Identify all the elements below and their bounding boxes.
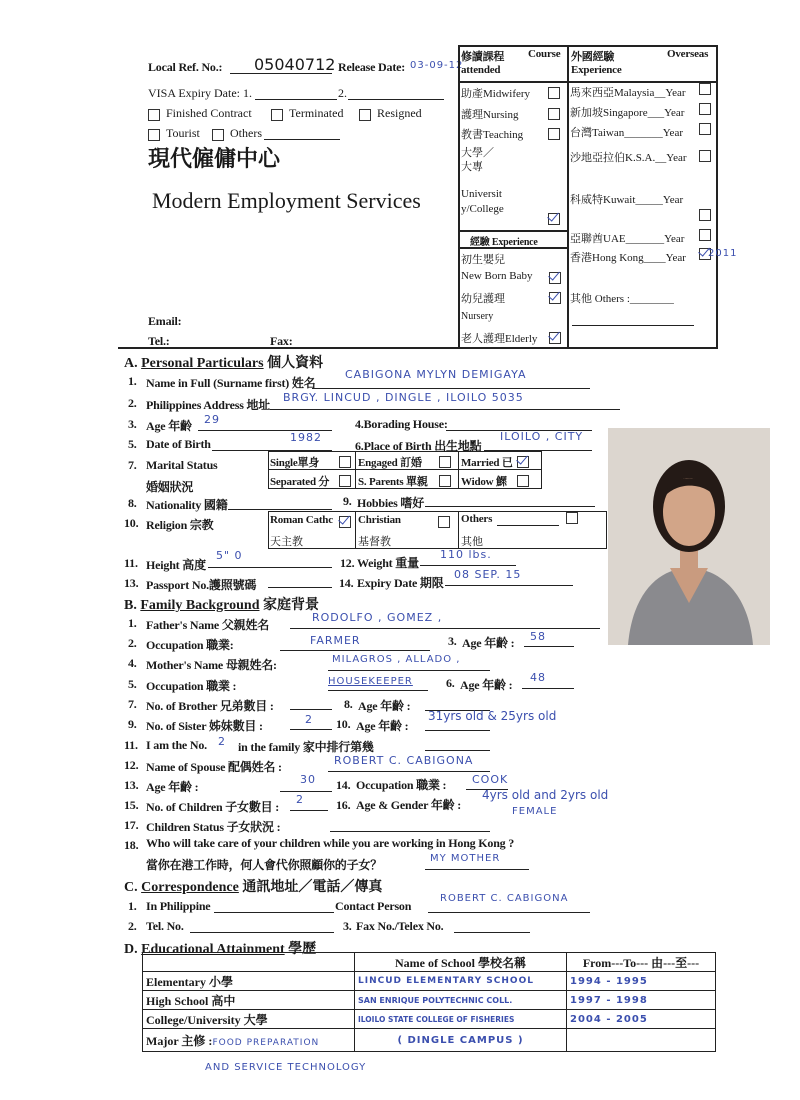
contact-person-label: Contact Person [335, 899, 412, 913]
overseas-others: 其他 Others :________ [570, 293, 674, 305]
weight-value: 110 lbs. [440, 548, 492, 561]
name-label: Name in Full (Surname first) 姓名 [146, 376, 316, 390]
exp-newborn: New Born Baby [461, 270, 533, 282]
row-number: 8. [344, 697, 353, 711]
others-cn: 其他 [461, 536, 483, 548]
dob-value: 1982 [290, 431, 322, 444]
school-cell: LINCUD ELEMENTARY SCHOOL [355, 972, 567, 991]
hong-kong-year: 2011 [708, 248, 738, 259]
row-number: 7. [128, 458, 137, 472]
others-religion-label: Others [461, 513, 493, 525]
address-label: Philippines Address 地址 [146, 398, 271, 412]
row-number: 3. [128, 417, 137, 431]
experience-title: 經驗 Experience [470, 237, 538, 248]
childcare-label-cn: 當你在港工作時，何人會代你照顧你的子女？ [146, 858, 383, 872]
table-header-row [143, 953, 716, 972]
ref-number: 05040712 [254, 55, 336, 74]
address-value: BRGY. LINCUD , DINGLE , ILOILO 5035 [283, 391, 524, 404]
table-row [143, 972, 716, 991]
overseas-malaysia: 馬來西亞Malaysia__Year [570, 87, 686, 99]
years-cell: 1994 - 1995 [567, 972, 716, 991]
birth-order-value: 2 [218, 735, 226, 748]
university-checkbox[interactable] [548, 213, 560, 225]
spouse-occupation-label: Occupation 職業 : [356, 778, 447, 792]
row-number: 16. [336, 798, 351, 812]
row-number: 2. [128, 636, 137, 650]
overseas-title-cn: 外國經驗 [571, 51, 615, 63]
age-value: 29 [204, 413, 220, 426]
row-number: 6. [446, 676, 455, 690]
course-university-cn: 大學／ [461, 147, 494, 159]
spouse-age-value: 30 [300, 773, 316, 786]
finished-contract-label: Finished Contract [166, 106, 252, 120]
section-c-title: C. Correspondence 通訊地址／電話／傳真 [124, 880, 383, 895]
years-cell [567, 1029, 716, 1052]
campus-cell: ( DINGLE CAMPUS ) [355, 1029, 567, 1052]
single-parent-label: S. Parents 單親 [358, 476, 428, 488]
row-number: 14. [336, 778, 351, 792]
children-age-label: Age & Gender 年齡 : [356, 798, 462, 812]
visa-label: VISA Expiry Date: 1. [148, 86, 252, 100]
others-religion-checkbox[interactable] [566, 512, 578, 524]
company-name-chinese: 現代僱傭中心 [148, 147, 281, 172]
teaching-checkbox[interactable] [548, 128, 560, 140]
newborn-checkbox[interactable] [549, 272, 561, 284]
tourist-label: Tourist [166, 126, 200, 140]
in-philippine-label: In Philippine [146, 899, 211, 913]
nursery-checkbox[interactable] [549, 292, 561, 304]
kuwait-checkbox[interactable] [699, 209, 711, 221]
visa-2-label: 2. [338, 86, 347, 100]
company-name: Modern Employment Services [152, 188, 421, 213]
spouse-occupation-value: COOK [472, 773, 509, 786]
education-table [142, 952, 716, 1052]
applicant-photo [608, 428, 770, 645]
birth-order-label: I am the No. [146, 738, 207, 752]
ref-label: Local Ref. No.: [148, 60, 223, 74]
exp-nursery-cn: 幼兒護理 [461, 293, 505, 305]
roman-catholic-label: Roman Cathc [270, 514, 333, 526]
height-label: Height 高度 [146, 558, 206, 572]
years-cell: 2004 - 2005 [567, 1010, 716, 1029]
height-value: 5" 0 [216, 549, 243, 562]
others-label: Others [230, 126, 262, 140]
single-parent-checkbox[interactable] [439, 475, 451, 487]
tourist-checkbox[interactable] [148, 129, 160, 141]
row-number: 1. [128, 616, 137, 630]
sisters-age-value: 31yrs old & 25yrs old [428, 709, 557, 723]
roman-catholic-checkbox[interactable] [339, 516, 351, 528]
row-number: 2. [128, 396, 137, 410]
marital-label: Marital Status [146, 458, 218, 472]
course-teaching: 教書Teaching [461, 129, 524, 141]
terminated-label: Terminated [289, 106, 344, 120]
course-nursing: 護理Nursing [461, 109, 519, 121]
major-continued: AND SERVICE TECHNOLOGY [205, 1062, 367, 1073]
separated-label: Separated 分 [270, 476, 330, 488]
exp-elderly: 老人護理Elderly [461, 333, 538, 345]
row-number: 12. [124, 758, 139, 772]
level-cell: College/University 大學 [143, 1010, 355, 1029]
widow-checkbox[interactable] [517, 475, 529, 487]
contact-person-value: ROBERT C. CABIGONA [440, 893, 569, 904]
email-label: Email: [148, 314, 182, 328]
course-college-cn: 大專 [461, 161, 483, 173]
row-number: 5. [128, 677, 137, 691]
mother-occupation-value: HOUSEKEEPER [328, 676, 413, 687]
row-number: 13. [124, 778, 139, 792]
married-label: Married 已 [461, 457, 513, 469]
sisters-label: No. of Sister 姊妹數目 : [146, 719, 263, 733]
exp-newborn-cn: 初生嬰兒 [461, 254, 505, 266]
separated-checkbox[interactable] [339, 475, 351, 487]
row-number: 3. [448, 634, 457, 648]
course-title-2: attended [461, 64, 501, 76]
header-cell: Name of School 學校名稱 [355, 953, 567, 972]
name-value: CABIGONA MYLYN DEMIGAYA [345, 368, 527, 381]
widow-label: Widow 鰥 [461, 476, 507, 488]
exp-nursery: Nursery [461, 311, 494, 322]
row-number: 12. [340, 556, 355, 570]
tel-label: Tel.: [148, 334, 170, 348]
nursing-checkbox[interactable] [548, 108, 560, 120]
row-number: 2. [128, 919, 137, 933]
resigned-label: Resigned [377, 106, 422, 120]
father-age-value: 58 [530, 630, 546, 643]
religion-label: Religion 宗教 [146, 518, 214, 532]
section-d-title: D. Educational Attainment 學歷 [124, 942, 317, 957]
table-row [143, 1010, 716, 1029]
course-title-cn: 修讀課程 [461, 51, 505, 63]
row-number: 9. [128, 717, 137, 731]
hobbies-label: Hobbies 嗜好 [357, 496, 425, 510]
row-number: 11. [124, 556, 138, 570]
age-label: Age 年齡 [146, 419, 192, 433]
years-cell: 1997 - 1998 [567, 991, 716, 1010]
row-number: 11. [124, 738, 138, 752]
expiry-value: 08 SEP. 15 [454, 568, 522, 581]
mother-name-value: MILAGROS , ALLADO , [332, 654, 461, 665]
uae-checkbox[interactable] [699, 229, 711, 241]
major-cell: Major 主修 :FOOD PREPARATION [143, 1029, 355, 1052]
table-row [143, 991, 716, 1010]
children-status-label: Children Status 子女狀況 : [146, 820, 281, 834]
engaged-checkbox[interactable] [439, 456, 451, 468]
father-age-label: Age 年齡 : [462, 636, 515, 650]
overseas-title-2: Experience [571, 64, 622, 76]
mother-age-label: Age 年齡 : [460, 678, 513, 692]
dob-label: Date of Birth [146, 437, 211, 451]
overseas-hong-kong: 香港Hong Kong____Year [570, 252, 686, 264]
overseas-taiwan: 台灣Taiwan_______Year [570, 127, 683, 139]
engaged-label: Engaged 訂婚 [358, 457, 422, 469]
row-number: 17. [124, 818, 139, 832]
passport-label: Passport No.護照號碼 [146, 578, 257, 592]
overseas-singapore: 新加坡Singapore___Year [570, 107, 685, 119]
finished-contract-checkbox[interactable] [148, 109, 160, 121]
row-number: 14. [339, 576, 354, 590]
course-title: Course [528, 48, 561, 60]
overseas-uae: 亞聯酋UAE_______Year [570, 233, 685, 245]
resigned-checkbox[interactable] [359, 109, 371, 121]
nationality-label: Nationality 國籍 [146, 498, 228, 512]
school-cell: SAN ENRIQUE POLYTECHNIC COLL. [355, 991, 567, 1010]
header-cell: From---To--- 由---至--- [567, 953, 716, 972]
table-row [143, 1029, 716, 1052]
singapore-checkbox[interactable] [699, 103, 711, 115]
row-number: 1. [128, 899, 137, 913]
tel-no-label: Tel. No. [146, 919, 184, 933]
row-number: 18. [124, 838, 139, 852]
father-name-value: RODOLFO , GOMEZ , [312, 611, 443, 624]
level-cell: High School 高中 [143, 991, 355, 1010]
children-count-label: No. of Children 子女數目 : [146, 800, 280, 814]
midwifery-checkbox[interactable] [548, 87, 560, 99]
course-midwifery: 助產Midwifery [461, 88, 531, 100]
taiwan-checkbox[interactable] [699, 123, 711, 135]
terminated-checkbox[interactable] [271, 109, 283, 121]
overseas-ksa: 沙地亞拉伯K.S.A.__Year [570, 152, 687, 164]
expiry-label: Expiry Date 期限 [357, 576, 444, 590]
married-checkbox[interactable] [517, 456, 529, 468]
mother-occupation-label: Occupation 職業 : [146, 679, 237, 693]
birth-order-label-b: in the family 家中排行第幾 [238, 740, 374, 754]
row-number: 10. [336, 717, 351, 731]
row-number: 7. [128, 697, 137, 711]
row-number: 4. [128, 656, 137, 670]
release-date: 03-09-12 [410, 60, 464, 71]
boarding-label: 4.Borading House: [355, 417, 448, 431]
brothers-age-label: Age 年齡 : [358, 699, 411, 713]
sisters-age-label: Age 年齡 : [356, 719, 409, 733]
father-name-label: Father's Name 父親姓名 [146, 618, 270, 632]
childcare-label: Who will take care of your children while you are working in Hong Kong ? [146, 836, 515, 850]
spouse-name-label: Name of Spouse 配偶姓名 : [146, 760, 282, 774]
children-count-value: 2 [296, 793, 304, 806]
malaysia-checkbox[interactable] [699, 83, 711, 95]
marital-label-cn: 婚姻狀況 [146, 480, 194, 494]
catholic-cn: 天主教 [270, 536, 303, 548]
section-b-title: B. Family Background 家庭背景 [124, 598, 319, 613]
school-cell: ILOILO STATE COLLEGE OF FISHERIES [355, 1010, 567, 1029]
pob-label: 6.Place of Birth 出生地點 [355, 439, 482, 453]
christian-label: Christian [358, 514, 401, 526]
father-occupation-value: FARMER [310, 634, 361, 647]
children-gender-value: FEMALE [512, 806, 558, 817]
christian-checkbox[interactable] [438, 516, 450, 528]
row-number: 15. [124, 798, 139, 812]
major-value: FOOD PREPARATION [212, 1037, 320, 1048]
ksa-checkbox[interactable] [699, 150, 711, 162]
course-university: Universit [461, 188, 502, 200]
fax-label: Fax: [270, 334, 293, 348]
row-number: 1. [128, 374, 137, 388]
elderly-checkbox[interactable] [549, 332, 561, 344]
christian-cn: 基督教 [358, 536, 391, 548]
father-occupation-label: Occupation 職業: [146, 638, 234, 652]
overseas-title: Overseas [667, 48, 709, 60]
children-age-value: 4yrs old and 2yrs old [482, 788, 609, 802]
others-checkbox[interactable] [212, 129, 224, 141]
mother-name-label: Mother's Name 母親姓名: [146, 658, 277, 672]
row-number: 13. [124, 576, 139, 590]
childcare-value: MY MOTHER [430, 853, 501, 864]
brothers-label: No. of Brother 兄弟數目 : [146, 699, 274, 713]
row-number: 9. [343, 494, 352, 508]
row-number: 3. [343, 919, 352, 933]
overseas-kuwait: 科威特Kuwait_____Year [570, 194, 684, 206]
row-number: 8. [128, 496, 137, 510]
level-cell: Elementary 小學 [143, 972, 355, 991]
fax-no-label: Fax No./Telex No. [356, 919, 444, 933]
course-college: y/College [461, 203, 504, 215]
mother-age-value: 48 [530, 671, 546, 684]
row-number: 5. [128, 437, 137, 451]
row-number: 10. [124, 516, 139, 530]
spouse-name-value: ROBERT C. CABIGONA [334, 754, 474, 767]
single-label: Single單身 [270, 457, 320, 469]
section-a-title: A. Personal Particulars 個人資料 [124, 356, 324, 371]
single-checkbox[interactable] [339, 456, 351, 468]
release-label: Release Date: [338, 60, 406, 74]
pob-value: ILOILO , CITY [500, 430, 584, 443]
header-cell [143, 953, 355, 972]
weight-label: Weight 重量 [357, 556, 419, 570]
spouse-age-label: Age 年齡 : [146, 780, 199, 794]
sisters-value: 2 [305, 713, 313, 726]
